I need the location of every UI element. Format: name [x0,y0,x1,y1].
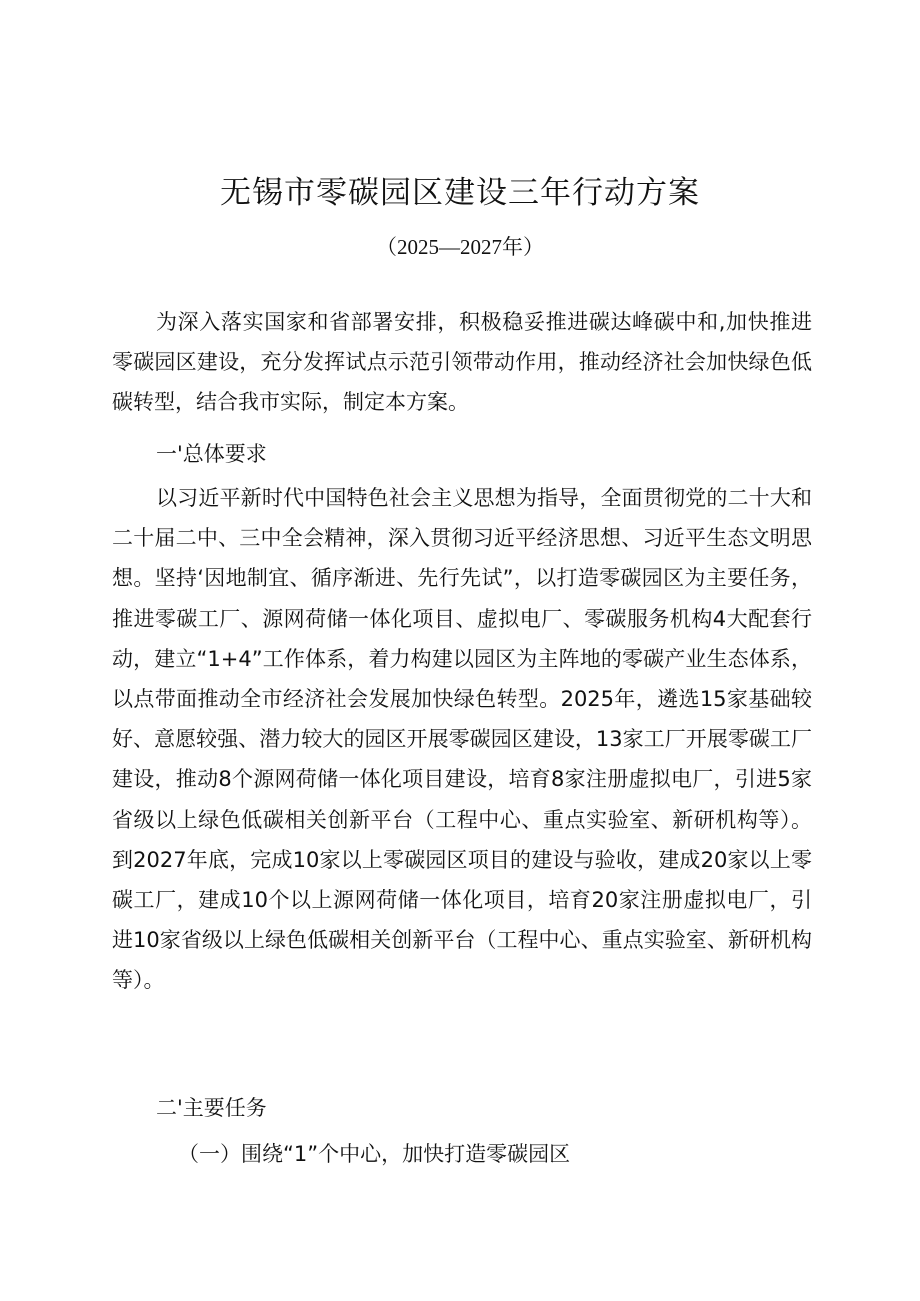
intro-paragraph: 为深入落实国家和省部署安排，积极稳妥推进碳达峰碳中和,加快推进零碳园区建设，充分发挥试点示范引领带动作用，推动经济社会加快绿色低碳转型，结合我市实际，制定本方案。 [112,310,812,415]
section-heading-main-tasks: 二'主要任务 [156,1096,267,1120]
section-heading-general-requirements: 一'总体要求 [156,442,267,466]
general-requirements-paragraph: 以习近平新时代中国特色社会主义思想为指导，全面贯彻党的二十大和二十届二中、三中全会精神，深入贯彻习近平经济思想、习近平生态文明思想。坚持‘因地制宜、循序渐进、先行先试”，以打造零碳园区为主要任务，推进零碳工厂、源网荷储一体化项目、虚拟电厂、零碳服务机构4大配套行动，建立“1+4”工作体系，着力构建以园区为主阵地的零碳产业生态体系，以点带面推动全市经济社会发展加快绿色转型。2025年，遴选15家基础较好、意愿较强、潜力较大的园区开展零碳园区建设，13家工厂开展零碳工厂建设，推动8个源网荷储一体化项目建设，培育8家注册虚拟电厂，引进5家省级以上绿色低碳相关创新平台（工程中心、重点实验室、新研机构等）。到2027年底，完成10家以上零碳园区项目的建设与验收，建成20家以上零碳工厂，建成10个以上源网荷储一体化项目，培育20家注册虚拟电厂，引进10家省级以上绿色低碳相关创新平台（工程中心、重点实验室、新研机构等）。 [112,486,812,993]
document-subtitle: （2025—2027年） [376,235,544,259]
document-title: 无锡市零碳园区建设三年行动方案 [220,174,700,211]
subsection-heading-zero-carbon-park: （一）围绕“1”个中心，加快打造零碳园区 [178,1142,571,1166]
